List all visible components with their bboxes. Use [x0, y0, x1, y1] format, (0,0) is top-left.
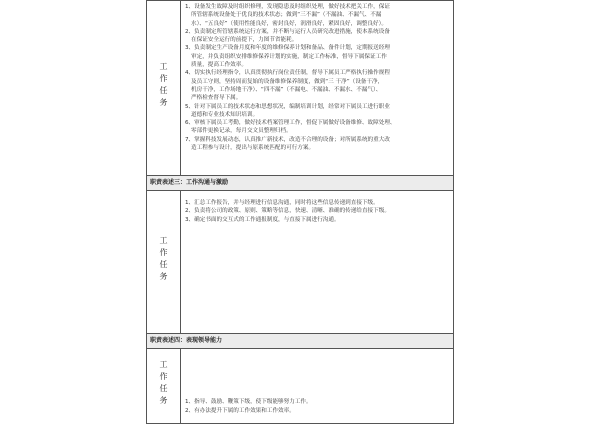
job-description-sheet: [146, 0, 454, 414]
task-line: 及员工守则，坚持周而复始的设备维修保养制度，做到“三 干净”（设备干净，: [191, 78, 384, 85]
section3-row: [147, 191, 454, 334]
section4-row: [147, 349, 454, 424]
task-line: 1、指导、鼓励、鞭策下级，使下级能够努力工作。: [185, 399, 312, 406]
section3-title: 职责表述三：工作沟通与激励: [150, 179, 229, 186]
section2-row: [147, 1, 454, 176]
task-line: 水）、“五良好”（使用性能良好，密封良好，润滑良好，紧固良好，调整良好）。: [191, 20, 387, 27]
responsibility-table: [146, 0, 454, 424]
task-line: 零部件更换记录，每月交文员整理归档。: [191, 128, 292, 135]
section3-header: [147, 176, 454, 191]
task-line: 1、设备发生故障及时组织修理，发现隐患及时组织处理，做好技术把关工作，保证: [185, 4, 390, 10]
task-line: 造工程参与设计，提出与原系统匹配的可行方案。: [191, 145, 315, 152]
task-line: 严格检查督导下属。: [191, 95, 242, 102]
section3-content: [181, 191, 454, 334]
task-line: 2、有办法提升下属的工作效果和工作效率。: [185, 407, 295, 414]
task-line: 审定，并负责组织安排维修保养计划的实施，制定工作标准，督导下属保证工作: [191, 53, 387, 60]
section2-content: [181, 1, 454, 176]
task-line: 3、确定书面的交互式的工作通报制度，与直接下属进行沟通。: [185, 216, 340, 223]
task-line: 6、审核下属员工考勤，做好技术档案管理工作，督促下属做好设备维修、故障处理、: [185, 120, 396, 127]
section4-header: [147, 334, 454, 349]
task-line: 3、负责制定生产设备月度和年度的维修保养计划和备品、备件计划，定期报送经理: [185, 45, 390, 52]
task-line: 在保证安全运行的前提下，力图节省能耗。: [191, 37, 298, 44]
section4-header-row: [147, 334, 454, 349]
section4-label: 工作任务: [159, 360, 168, 408]
task-line: 质量，提高工作效率。: [191, 62, 247, 69]
section4-content: [181, 349, 454, 424]
section2-label: 工作任务: [159, 62, 168, 110]
section3-header-row: [147, 176, 454, 191]
section3-label-cell: [147, 191, 181, 334]
task-line: 5、针对下属员工的技术状态和思想状况，编制培训计划，经常对下属员工进行职业: [185, 103, 390, 110]
task-line: 2、负责制定所管辖系统运行方案，并不断与运行人员研究改进措施，使本系统设备: [185, 28, 390, 35]
section3-label: 工作任务: [159, 236, 168, 284]
task-line: 1、汇总工作报告，并与经理进行信息沟通，同时将这些信息传递到直接下级。: [185, 200, 379, 206]
task-line: 机房干净，工作场地干净）、“四不漏”（不漏电、不漏油、不漏水、不漏气）、: [191, 86, 382, 93]
task-line: 所管辖系统设备处于优良的技术状态；做到“三不漏”（不漏油、不漏气、不漏: [191, 12, 382, 19]
task-line: 7、掌握科技发展动态，认真推广新技术，改造不合理的设备；对所属系统的重大改: [185, 136, 390, 143]
section4-title: 职责表述四：表现领导能力: [150, 337, 223, 344]
task-line: 4、切实执行经理指令，认真贯彻执行岗位责任制，督导下属员工严格执行操作规程: [185, 70, 390, 77]
section4-label-cell: [147, 349, 181, 424]
section2-label-cell: [147, 1, 181, 176]
task-line: 2、负责将公司的政策、原则、策略等信息，快速、清晰、准确的传递给直接下级。: [185, 208, 390, 215]
task-line: 道德和专业技术知识培训。: [191, 111, 259, 118]
